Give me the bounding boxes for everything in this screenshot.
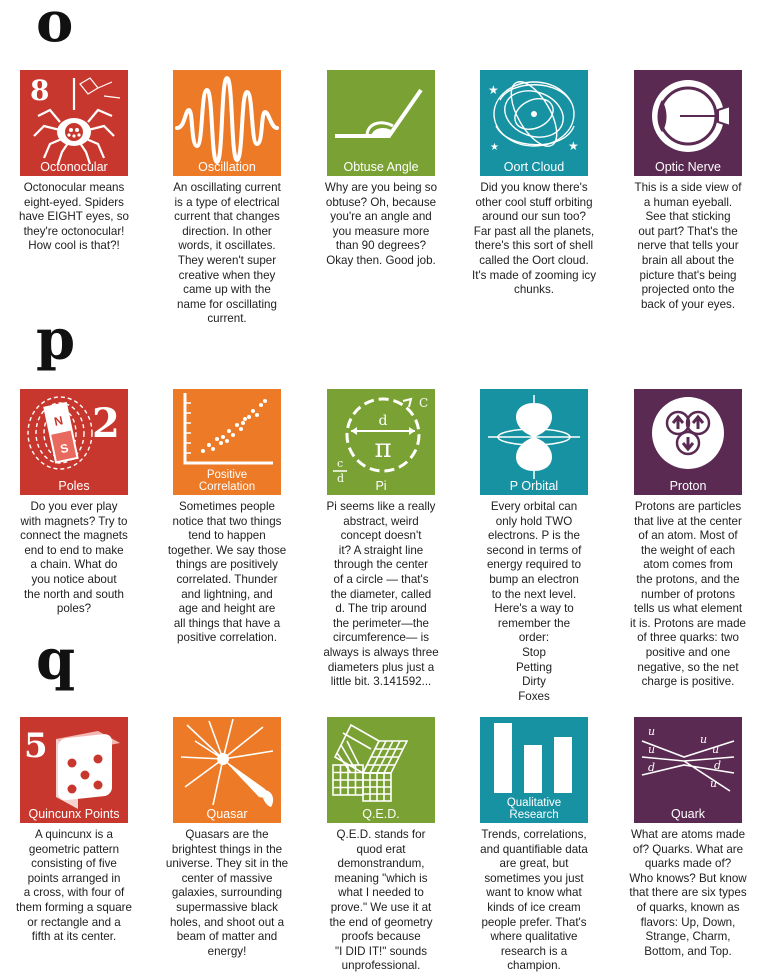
- description-line: Protons are particles: [634, 500, 742, 513]
- description-line: of three quarks: two: [637, 631, 739, 645]
- description-line: tells us what element: [633, 602, 743, 616]
- card-description: [9, 828, 139, 945]
- description-line: meaning "which is: [334, 871, 428, 885]
- description-line: energy required to: [486, 558, 582, 572]
- description-line: It's made of zooming icy: [472, 268, 596, 282]
- description-line: sometimes you just: [484, 871, 584, 885]
- card-poles: [20, 389, 130, 617]
- description-line: geometric pattern: [28, 842, 120, 856]
- description-line: name for oscillating: [177, 297, 277, 311]
- description-line: Trends, correlations,: [481, 828, 587, 841]
- description-line: it is. Protons are made: [630, 616, 746, 630]
- octonocular-tile: [20, 70, 128, 176]
- description-line: projected onto the: [641, 283, 735, 297]
- card-description: [316, 500, 446, 690]
- description-line: order:: [518, 631, 550, 645]
- card-oscillation: [173, 70, 283, 327]
- card-description: [469, 181, 599, 298]
- description-line: correlated. Thunder: [176, 572, 278, 586]
- description-line: other cool stuff orbiting: [475, 195, 593, 209]
- section-letter-p: p: [36, 307, 76, 373]
- description-line: flavors: Up, Down,: [640, 915, 736, 929]
- description-line: Why are you being so: [324, 181, 438, 194]
- tile-label: Quincunx Points: [28, 807, 120, 821]
- description-line: want to know what: [486, 886, 582, 900]
- description-line: Foxes: [518, 689, 550, 703]
- description-line: the end of geometry: [329, 915, 433, 929]
- optic-nerve-tile: [634, 70, 742, 176]
- card-description: [623, 500, 753, 690]
- description-line: out part? That's the: [638, 224, 738, 238]
- description-line: electrons. P is the: [488, 529, 580, 543]
- card-description: [316, 181, 446, 269]
- description-line: what I needed to: [338, 886, 424, 900]
- svg-text:★: ★: [568, 139, 579, 153]
- p-orbital-tile: [480, 389, 588, 495]
- description-line: words, it oscillates.: [178, 239, 276, 253]
- description-line: "I DID IT!" sounds: [335, 944, 427, 958]
- description-line: brain all about the: [641, 253, 735, 267]
- description-line: unprofessional.: [341, 959, 421, 973]
- description-line: Far past all the planets,: [473, 224, 595, 238]
- description-line: positive correlation.: [177, 631, 277, 645]
- description-line: all things that have a: [173, 616, 281, 630]
- down-quark-label: d: [648, 761, 656, 774]
- description-line: consisting of five: [31, 857, 117, 871]
- description-line: See that sticking: [645, 210, 731, 224]
- description-line: Quasars are the: [185, 828, 269, 841]
- up-quark-label: u: [700, 733, 708, 746]
- diameter-label: d: [378, 413, 388, 429]
- circumference-label: C: [419, 396, 429, 410]
- description-line: Stop: [522, 645, 546, 659]
- description-line: Did you know there's: [480, 181, 588, 194]
- description-line: of quarks, known as: [636, 900, 740, 914]
- description-line: prove." We use it at: [330, 900, 432, 914]
- description-line: eight-eyed. Spiders: [24, 195, 124, 209]
- svg-text:★: ★: [488, 83, 499, 97]
- description-line: through the center: [333, 558, 429, 572]
- svg-text:★: ★: [490, 142, 499, 153]
- positive-correlation-tile: [173, 389, 281, 495]
- up-quark-label: u: [648, 743, 656, 756]
- description-line: notice that two things: [172, 514, 282, 528]
- description-line: to the next level.: [491, 587, 577, 601]
- description-line: obtuse? Oh, because: [325, 195, 437, 209]
- description-line: where qualitative: [490, 930, 578, 944]
- description-line: end to end to make: [24, 543, 124, 557]
- qualitative-research-tile: [480, 717, 588, 823]
- description-line: Do you ever play: [30, 500, 118, 513]
- description-line: quarks made of?: [644, 857, 732, 871]
- description-line: creative when they: [178, 268, 276, 282]
- number-label: 2: [92, 400, 120, 447]
- card-description: [162, 181, 292, 327]
- description-line: nerve that tells your: [637, 239, 739, 253]
- description-line: direction. In other: [182, 224, 272, 238]
- description-line: Pi seems like a really: [326, 500, 436, 513]
- description-line: called the Oort cloud.: [479, 253, 589, 267]
- description-line: atom comes from: [643, 558, 733, 572]
- up-quark-label: u: [648, 725, 656, 738]
- description-line: tend to happen: [188, 529, 266, 543]
- card-pi: [323, 389, 439, 690]
- proton-tile: [634, 389, 742, 495]
- description-line: the perimeter—the: [332, 616, 430, 630]
- tile-label: Quark: [670, 807, 706, 821]
- description-line: together. We say those: [167, 543, 287, 557]
- number-label: 5: [24, 726, 48, 766]
- south-label: S: [58, 440, 70, 457]
- oort-cloud-tile: [480, 70, 588, 176]
- description-line: negative, so the net: [637, 660, 739, 674]
- description-line: only hold TWO: [495, 514, 573, 528]
- description-line: there's this sort of shell: [474, 239, 594, 253]
- card-description: [316, 828, 446, 974]
- description-line: bump an electron: [489, 572, 579, 586]
- tile-label: P Orbital: [509, 479, 559, 493]
- description-line: concept doesn't: [340, 529, 422, 543]
- card-description: [162, 828, 292, 959]
- description-line: Petting: [515, 660, 553, 674]
- description-line: you notice about: [31, 572, 117, 586]
- description-line: points arranged in: [27, 871, 121, 885]
- description-line: came up with the: [183, 283, 271, 297]
- quasar-tile: [173, 717, 281, 823]
- description-line: fifth at its center.: [31, 930, 117, 944]
- description-line: How cool is that?!: [28, 239, 120, 253]
- card-obtuse-angle: [324, 70, 438, 269]
- description-line: remember the: [497, 616, 571, 630]
- description-line: of? Quarks. What are: [632, 842, 744, 856]
- description-line: energy!: [207, 944, 247, 958]
- description-line: the protons, and the: [636, 572, 740, 586]
- description-line: An oscillating current: [173, 181, 281, 194]
- card-quasar: [165, 717, 289, 959]
- up-quark-label: u: [710, 777, 718, 790]
- description-line: Dirty: [522, 675, 546, 689]
- description-line: research is a: [500, 944, 568, 958]
- description-line: circumference— is: [333, 631, 429, 645]
- description-line: are great, but: [499, 857, 569, 871]
- north-label: N: [52, 413, 65, 429]
- tile-label: Optic Nerve: [655, 160, 721, 174]
- description-line: have EIGHT eyes, so: [19, 210, 129, 224]
- description-line: champion.: [507, 959, 561, 973]
- description-line: What are atoms made: [630, 828, 746, 841]
- description-line: age and height are: [178, 602, 276, 616]
- quincunx-tile: [20, 717, 128, 823]
- description-line: the north and south: [24, 587, 124, 601]
- description-line: they're octonocular!: [23, 224, 125, 238]
- pi-symbol: π: [374, 434, 392, 464]
- section-letter-o: o: [36, 0, 74, 55]
- description-line: current that changes: [174, 210, 280, 224]
- description-line: second in terms of: [486, 543, 582, 557]
- description-line: little bit. 3.141592...: [330, 675, 432, 689]
- card-description: [469, 500, 599, 704]
- description-line: the weight of each: [640, 543, 736, 557]
- card-description: [9, 181, 139, 254]
- card-qualitative-research: [480, 717, 590, 974]
- description-line: kinds of ice cream: [487, 900, 581, 914]
- description-line: them forming a square: [16, 900, 132, 914]
- description-line: quod erat: [356, 842, 406, 856]
- card-description: [623, 828, 753, 959]
- tile-label: Quasar: [206, 807, 248, 821]
- description-line: supermassive black: [176, 900, 278, 914]
- description-line: back of your eyes.: [640, 297, 736, 311]
- fraction-numerator: c: [337, 457, 344, 470]
- description-line: Who knows? But know: [629, 871, 747, 885]
- oscillation-tile: [173, 70, 281, 176]
- qed-tile: [327, 717, 435, 823]
- description-line: Here's a way to: [494, 602, 574, 616]
- description-line: the diameter, called: [330, 587, 432, 601]
- description-line: positive and one: [645, 645, 731, 659]
- card-quark: [629, 717, 747, 959]
- description-line: A quincunx is a: [35, 828, 113, 841]
- description-line: of an atom. Most of: [638, 529, 738, 543]
- tile-label: Proton: [669, 479, 707, 493]
- tile-label: Qualitative Research: [506, 797, 562, 821]
- description-line: connect the magnets: [20, 529, 128, 543]
- description-line: Octonocular means: [23, 181, 125, 194]
- pi-tile: [327, 389, 435, 495]
- description-line: This is a side view of: [634, 181, 742, 194]
- section-letter-q: q: [36, 627, 76, 693]
- card-qed: [327, 717, 437, 974]
- description-line: universe. They sit in the: [165, 857, 289, 871]
- tile-label: Octonocular: [40, 160, 108, 174]
- description-line: poles?: [56, 602, 92, 616]
- description-line: and quantifiable data: [480, 842, 588, 856]
- obtuse-angle-tile: [327, 70, 435, 176]
- fraction-denominator: d: [337, 472, 345, 485]
- description-line: Strange, Charm,: [645, 930, 731, 944]
- description-line: holes, and shoot out a: [169, 915, 285, 929]
- svg-text:8: 8: [30, 74, 50, 107]
- description-line: a chain. What do: [30, 558, 118, 572]
- card-description: [162, 500, 292, 646]
- tile-label: Oort Cloud: [503, 160, 565, 174]
- description-line: Bottom, and Top.: [644, 944, 732, 958]
- description-line: it? A straight line: [338, 543, 424, 557]
- description-line: always is always three: [323, 645, 439, 659]
- description-line: center of massive: [181, 871, 273, 885]
- description-line: you measure more: [332, 224, 430, 238]
- description-line: chunks.: [514, 283, 554, 297]
- description-line: picture that's being: [639, 268, 737, 282]
- description-line: around our sun too?: [482, 210, 586, 224]
- tile-label: Positive Correlation: [198, 469, 256, 493]
- description-line: Q.E.D. stands for: [336, 828, 426, 841]
- description-line: number of protons: [640, 587, 736, 601]
- card-proton: [630, 389, 746, 690]
- description-line: of a circle — that's: [333, 572, 429, 586]
- description-line: demonstrandum,: [337, 857, 425, 871]
- tile-label: Poles: [58, 479, 90, 493]
- description-line: current.: [207, 312, 247, 326]
- description-line: Okay then. Good job.: [326, 253, 436, 267]
- card-p-orbital: [480, 389, 590, 704]
- description-line: or rectangle and a: [27, 915, 121, 929]
- card-description: [469, 828, 599, 974]
- description-line: that there are six types: [629, 886, 747, 900]
- tile-label: Obtuse Angle: [343, 160, 419, 174]
- card-octonocular: [20, 70, 130, 254]
- description-line: proofs because: [341, 930, 421, 944]
- card-description: [9, 500, 139, 617]
- description-line: things are positively: [176, 558, 278, 572]
- description-line: is a type of electrical: [174, 195, 280, 209]
- description-line: diameters plus just a: [327, 660, 435, 674]
- description-line: d. The trip around: [335, 602, 427, 616]
- description-line: you're an angle and: [330, 210, 432, 224]
- description-line: They weren't super: [177, 253, 277, 267]
- description-line: a human eyeball.: [643, 195, 733, 209]
- description-line: galaxies, surrounding: [171, 886, 283, 900]
- description-line: Sometimes people: [178, 500, 276, 513]
- description-line: beam of matter and: [176, 930, 278, 944]
- description-line: brightest things in the: [171, 842, 283, 856]
- tile-label: Q.E.D.: [362, 807, 400, 821]
- description-line: people prefer. That's: [481, 915, 587, 929]
- description-line: that live at the center: [634, 514, 742, 528]
- description-line: Every orbital can: [490, 500, 578, 513]
- card-oort-cloud: [472, 70, 596, 298]
- quark-tile: [634, 717, 742, 823]
- card-quincunx-points: [16, 717, 132, 945]
- description-line: and lightning, and: [181, 587, 273, 601]
- description-line: than 90 degrees?: [335, 239, 427, 253]
- card-positive-correlation: [167, 389, 287, 646]
- tile-label: Oscillation: [198, 160, 256, 174]
- description-line: charge is positive.: [641, 675, 735, 689]
- description-line: abstract, weird: [343, 514, 419, 528]
- poles-tile: [20, 389, 128, 495]
- card-description: [623, 181, 753, 312]
- down-quark-label: d: [714, 759, 722, 772]
- tile-label: Pi: [375, 479, 387, 493]
- description-line: with magnets? Try to: [20, 514, 128, 528]
- up-quark-label: u: [712, 743, 720, 756]
- card-optic-nerve: [634, 70, 744, 312]
- description-line: a cross, with four of: [23, 886, 125, 900]
